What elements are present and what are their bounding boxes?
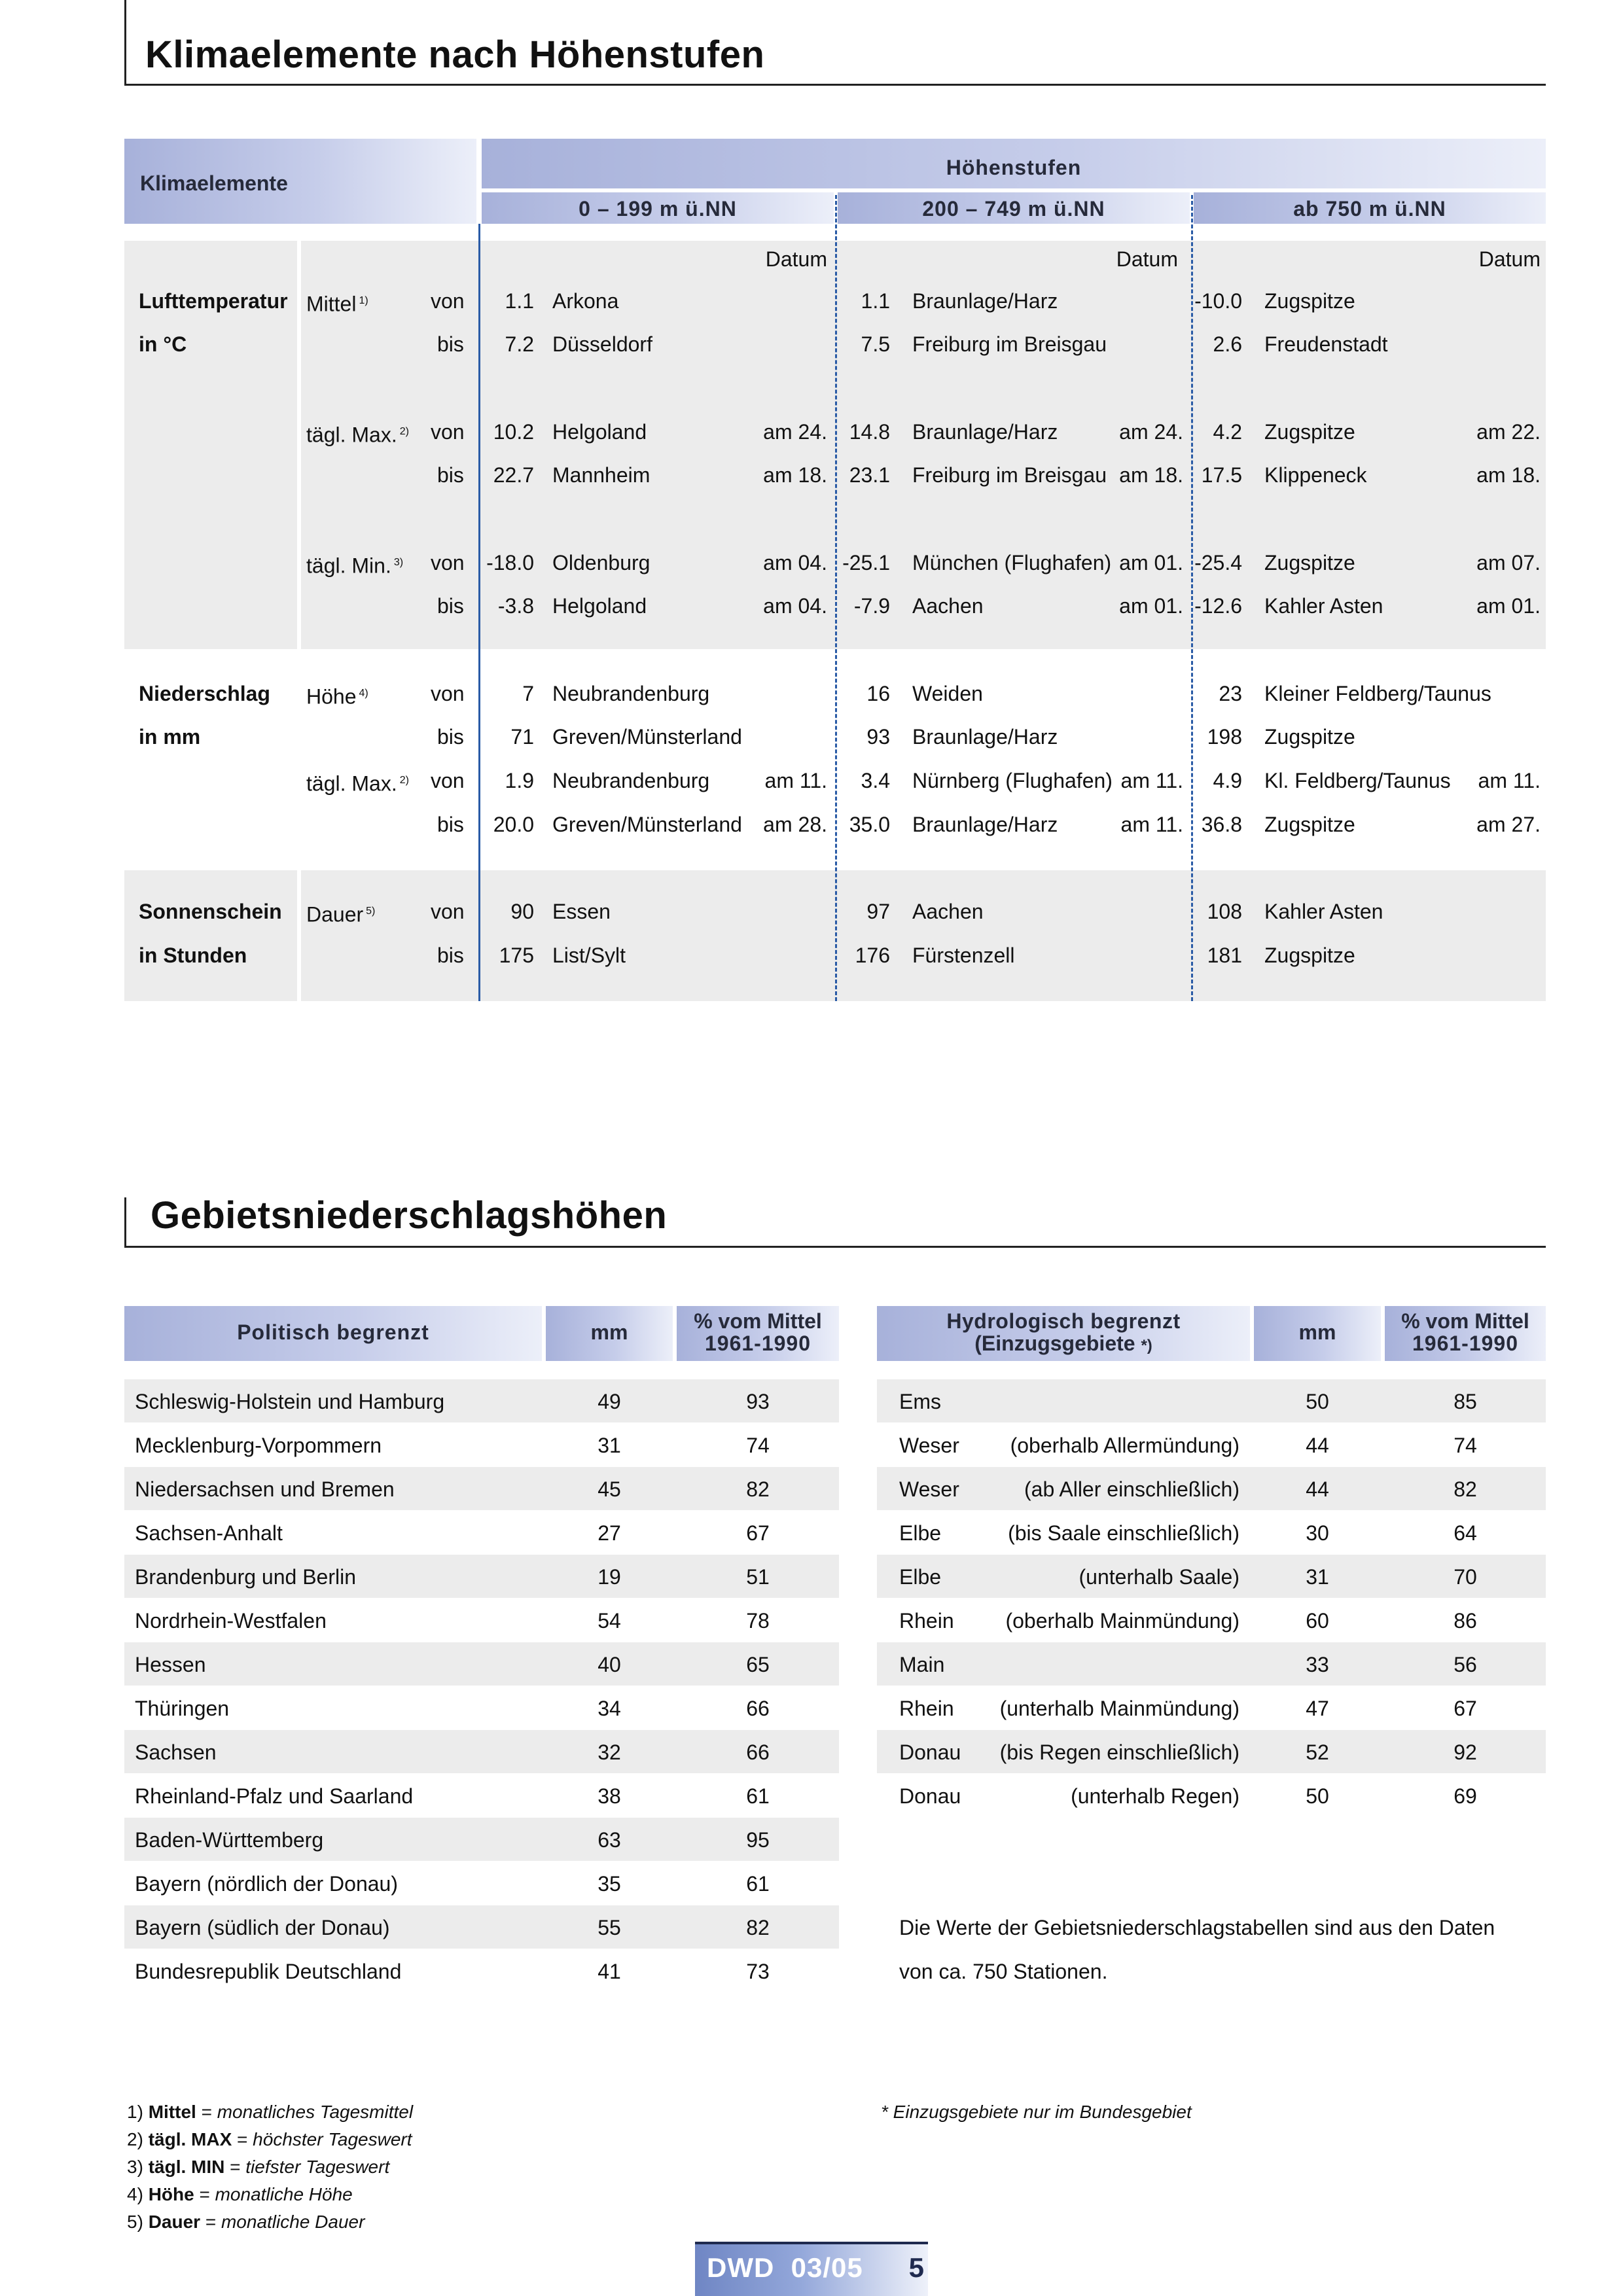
t1-station: Arkona [552, 289, 619, 313]
t1-vonbis: bis [437, 332, 464, 356]
hyd-row-river: Weser [899, 1434, 959, 1457]
hyd-row-mm: 60 [1306, 1609, 1329, 1633]
t1-date: am 28. [763, 813, 827, 836]
t1-value: 175 [499, 944, 534, 967]
pol-row-pct: 65 [746, 1653, 770, 1676]
footer-brand: DWD 03/05 [707, 2252, 863, 2283]
t1-station: Kahler Asten [1264, 594, 1383, 618]
t1-station: Braunlage/Harz [912, 420, 1058, 444]
pol-row-mm: 31 [597, 1434, 621, 1457]
t1-sub-label: Dauer $^{5)}$ [306, 902, 376, 927]
pol-row-name: Schleswig-Holstein und Hamburg [135, 1390, 445, 1413]
t1-value: 1.1 [861, 289, 890, 313]
hyd-row-river: Ems [899, 1390, 941, 1413]
t1-date: am 07. [1476, 551, 1541, 574]
t1-group-precip-unit: in mm [139, 725, 201, 749]
t1-datum-zone-2: Datum [1116, 247, 1178, 271]
t1-station: Neubrandenburg [552, 769, 710, 792]
t1-value: -25.1 [842, 551, 890, 574]
pol-row-name: Brandenburg und Berlin [135, 1565, 357, 1589]
t1-station: Braunlage/Harz [912, 813, 1058, 836]
t1-station: Kleiner Feldberg/Taunus [1264, 682, 1491, 705]
t1-vonbis: von [431, 900, 465, 923]
t1-vonbis: von [431, 769, 465, 792]
t1-value: 17.5 [1201, 463, 1242, 487]
t1-sub-label: tägl. Min. $^{3)}$ [306, 554, 404, 578]
t1-value: 71 [510, 725, 534, 749]
pol-header-pct-label2: 1961-1990 [704, 1332, 812, 1355]
t1-value: 23.1 [849, 463, 890, 487]
t1-value: 90 [510, 900, 534, 923]
hyd-row-mm: 52 [1306, 1740, 1329, 1764]
t1-group-precip-label: Niederschlag [139, 682, 270, 705]
hyd-header-name-label1: Hydrologisch begrenzt [946, 1309, 1181, 1333]
section1-title: Klimaelemente nach Höhenstufen [145, 33, 765, 76]
t1-date: am 01. [1119, 551, 1183, 574]
t1-date: am 18. [1476, 463, 1541, 487]
t1-vonbis: bis [437, 463, 464, 487]
t1-group-temp-label: Lufttemperatur [139, 289, 288, 313]
t1-station: Essen [552, 900, 611, 923]
pol-row-name: Niedersachsen und Bremen [135, 1477, 395, 1501]
pol-row-name: Sachsen [135, 1740, 217, 1764]
t1-header-hoehenstufen-label: Höhenstufen [946, 156, 1082, 179]
t1-value: -10.0 [1194, 289, 1242, 313]
t1-station: Kahler Asten [1264, 900, 1383, 923]
pol-row-mm: 49 [597, 1390, 621, 1413]
t1-value: 4.9 [1213, 769, 1242, 792]
t1-date: am 24. [1119, 420, 1183, 444]
section2-title: Gebietsniederschlagshöhen [151, 1194, 668, 1237]
hyd-row-river: Rhein [899, 1697, 954, 1720]
t1-station: Braunlage/Harz [912, 289, 1058, 313]
t1-date: am 27. [1476, 813, 1541, 836]
t1-station: List/Sylt [552, 944, 626, 967]
t1-value: -3.8 [497, 594, 534, 618]
pol-row-name: Bundesrepublik Deutschland [135, 1960, 402, 1983]
t1-station: Zugspitze [1264, 289, 1355, 313]
t1-vonbis: von [431, 682, 465, 705]
t1-value: 36.8 [1201, 813, 1242, 836]
pol-row-name: Nordrhein-Westfalen [135, 1609, 327, 1633]
t1-zone-1-label: 0 – 199 m ü.NN [579, 197, 737, 221]
pol-row-name: Rheinland-Pfalz und Saarland [135, 1784, 414, 1808]
t1-date: am 11. [1120, 769, 1183, 792]
t1-station: Kl. Feldberg/Taunus [1264, 769, 1451, 792]
hyd-header-pct-label1: % vom Mittel [1401, 1309, 1529, 1333]
hyd-row-detail: (bis Saale einschließlich) [1008, 1521, 1240, 1545]
t1-sub-label: tägl. Max. $^{2)}$ [306, 423, 409, 447]
t1-value: 3.4 [861, 769, 890, 792]
footer-page-number: 5 [908, 2252, 924, 2283]
pol-row-pct: 61 [746, 1784, 770, 1808]
t1-value: -7.9 [853, 594, 890, 618]
t1-station: Zugspitze [1264, 725, 1355, 749]
t1-band-sun-labels [124, 870, 297, 1001]
hyd-row-detail: (unterhalb Regen) [1071, 1784, 1240, 1808]
t1-value: 176 [855, 944, 890, 967]
t1-vonbis: bis [437, 594, 464, 618]
t1-date: am 18. [763, 463, 827, 487]
t1-value: 22.7 [493, 463, 534, 487]
t1-zone-2-label: 200 – 749 m ü.NN [922, 197, 1105, 221]
t1-value: 1.9 [505, 769, 534, 792]
t1-station: Neubrandenburg [552, 682, 710, 705]
t1-station: Oldenburg [552, 551, 651, 574]
t1-sub-label: tägl. Max. $^{2)}$ [306, 771, 409, 796]
pol-header-mm-label: mm [590, 1320, 628, 1344]
hyd-row-pct: 70 [1454, 1565, 1477, 1589]
t1-vonbis: von [431, 420, 465, 444]
hyd-row-detail: (unterhalb Mainmündung) [999, 1697, 1240, 1720]
hyd-note-line2: von ca. 750 Stationen. [899, 1960, 1108, 1983]
t1-value: -25.4 [1194, 551, 1242, 574]
hyd-row-detail: (ab Aller einschließlich) [1024, 1477, 1240, 1501]
hyd-row-pct: 74 [1454, 1434, 1477, 1457]
pol-row-mm: 41 [597, 1960, 621, 1983]
hyd-row-mm: 44 [1306, 1434, 1329, 1457]
t1-value: 97 [866, 900, 890, 923]
t1-station: Greven/Münsterland [552, 813, 742, 836]
pol-row-mm: 32 [597, 1740, 621, 1764]
pol-row-mm: 40 [597, 1653, 621, 1676]
t1-station: Klippeneck [1264, 463, 1367, 487]
t1-station: Braunlage/Harz [912, 725, 1058, 749]
footnote-5: 5) Dauer = monatliche Dauer [127, 2212, 365, 2232]
t1-sub-label: Mittel $^{1)}$ [306, 292, 368, 316]
footer-divider [695, 2242, 928, 2244]
t1-date: am 11. [1120, 813, 1183, 836]
pol-row-pct: 66 [746, 1697, 770, 1720]
t1-value: 198 [1207, 725, 1242, 749]
hyd-row-pct: 69 [1454, 1784, 1477, 1808]
hyd-row-pct: 86 [1454, 1609, 1477, 1633]
t1-group-temp-unit: in °C [139, 332, 187, 356]
t1-value: 14.8 [849, 420, 890, 444]
t1-datum-zone-3: Datum [1478, 247, 1541, 271]
pol-header-pct-label1: % vom Mittel [694, 1309, 822, 1333]
footnote-3: 3) tägl. MIN = tiefster Tageswert [127, 2157, 390, 2177]
t1-station: Zugspitze [1264, 420, 1355, 444]
hyd-row-pct: 64 [1454, 1521, 1477, 1545]
hyd-row-mm: 44 [1306, 1477, 1329, 1501]
hyd-row-pct: 56 [1454, 1653, 1477, 1676]
hyd-row-mm: 50 [1306, 1390, 1329, 1413]
t1-vonbis: bis [437, 944, 464, 967]
t1-station: Mannheim [552, 463, 651, 487]
section1-left-rule [124, 0, 126, 85]
pol-row-pct: 73 [746, 1960, 770, 1983]
pol-row-name: Baden-Württemberg [135, 1828, 324, 1852]
t1-date: am 18. [1119, 463, 1183, 487]
pol-row-name: Bayern (nördlich der Donau) [135, 1872, 398, 1896]
pol-row-mm: 45 [597, 1477, 621, 1501]
pol-row-mm: 27 [597, 1521, 621, 1545]
pol-row-mm: 54 [597, 1609, 621, 1633]
t1-zone-3-label: ab 750 m ü.NN [1293, 197, 1446, 221]
hyd-row-detail: (bis Regen einschließlich) [999, 1740, 1240, 1764]
pol-row-name: Sachsen-Anhalt [135, 1521, 283, 1545]
pol-row-pct: 78 [746, 1609, 770, 1633]
t1-station: Düsseldorf [552, 332, 652, 356]
t1-station: Aachen [912, 900, 984, 923]
t1-date: am 24. [763, 420, 827, 444]
hyd-row-river: Weser [899, 1477, 959, 1501]
footnote-1: 1) Mittel = monatliches Tagesmittel [127, 2102, 414, 2122]
pol-row-mm: 63 [597, 1828, 621, 1852]
pol-row-mm: 35 [597, 1872, 621, 1896]
t1-station: Zugspitze [1264, 944, 1355, 967]
hyd-row-river: Donau [899, 1784, 961, 1808]
star-footnote: * Einzugsgebiete nur im Bundesgebiet [881, 2102, 1192, 2122]
pol-row-name: Bayern (südlich der Donau) [135, 1916, 390, 1939]
pol-row-pct: 82 [746, 1477, 770, 1501]
t1-station: Zugspitze [1264, 551, 1355, 574]
t1-station: Helgoland [552, 594, 647, 618]
hyd-row-pct: 92 [1454, 1740, 1477, 1764]
t1-group-sun-unit: in Stunden [139, 944, 247, 967]
t1-date: am 11. [764, 769, 827, 792]
t1-station: Fürstenzell [912, 944, 1015, 967]
t1-date: am 11. [1478, 769, 1541, 792]
pol-row-pct: 82 [746, 1916, 770, 1939]
pol-row-pct: 74 [746, 1434, 770, 1457]
t1-value: 108 [1207, 900, 1242, 923]
t1-value: 10.2 [493, 420, 534, 444]
t1-date: am 22. [1476, 420, 1541, 444]
hyd-row-mm: 33 [1306, 1653, 1329, 1676]
t1-value: 1.1 [505, 289, 534, 313]
t1-value: 7.5 [861, 332, 890, 356]
pol-row-name: Hessen [135, 1653, 206, 1676]
hyd-row-river: Main [899, 1653, 945, 1676]
pol-row-name: Mecklenburg-Vorpommern [135, 1434, 382, 1457]
t1-value: 4.2 [1213, 420, 1242, 444]
t1-value: 16 [866, 682, 890, 705]
pol-row-pct: 93 [746, 1390, 770, 1413]
hyd-row-river: Rhein [899, 1609, 954, 1633]
hyd-header-pct-label2: 1961-1990 [1412, 1332, 1519, 1355]
t1-value: 93 [866, 725, 890, 749]
t1-value: 7 [522, 682, 534, 705]
footnote-4: 4) Höhe = monatliche Höhe [127, 2184, 353, 2204]
t1-date: am 04. [763, 594, 827, 618]
t1-station: Zugspitze [1264, 813, 1355, 836]
hyd-row-pct: 67 [1454, 1697, 1477, 1720]
pol-row-pct: 67 [746, 1521, 770, 1545]
hyd-row-pct: 82 [1454, 1477, 1477, 1501]
pol-header-name-label: Politisch begrenzt [237, 1320, 429, 1344]
hyd-row-detail: (oberhalb Allermündung) [1010, 1434, 1240, 1457]
t1-vonbis: von [431, 289, 465, 313]
hyd-row-mm: 50 [1306, 1784, 1329, 1808]
t1-vonbis: bis [437, 725, 464, 749]
hyd-header-mm-label: mm [1298, 1320, 1336, 1344]
hyd-row-mm: 31 [1306, 1565, 1329, 1589]
t1-value: 23 [1219, 682, 1242, 705]
footnote-2: 2) tägl. MAX = höchster Tageswert [127, 2129, 412, 2149]
pol-row-pct: 95 [746, 1828, 770, 1852]
hyd-note-line1: Die Werte der Gebietsniederschlagstabellen sind aus den Daten [899, 1916, 1495, 1939]
section1-underline [124, 84, 1546, 86]
hyd-row-pct: 85 [1454, 1390, 1477, 1413]
hyd-row-detail: (oberhalb Mainmündung) [1005, 1609, 1240, 1633]
t1-date: am 01. [1119, 594, 1183, 618]
t1-station: Freiburg im Breisgau [912, 463, 1107, 487]
t1-value: 181 [1207, 944, 1242, 967]
t1-station: München (Flughafen) [912, 551, 1112, 574]
pol-row-mm: 34 [597, 1697, 621, 1720]
hyd-row-river: Elbe [899, 1521, 942, 1545]
hyd-row-river: Elbe [899, 1565, 942, 1589]
t1-value: -18.0 [486, 551, 534, 574]
pol-row-mm: 19 [597, 1565, 621, 1589]
t1-value: 20.0 [493, 813, 534, 836]
t1-group-sun-label: Sonnenschein [139, 900, 282, 923]
t1-band-sun-body [301, 870, 1546, 1001]
pol-row-pct: 51 [746, 1565, 770, 1589]
t1-date: am 04. [763, 551, 827, 574]
t1-station: Greven/Münsterland [552, 725, 742, 749]
t1-sub-label: Höhe $^{4)}$ [306, 684, 368, 709]
pol-row-name: Thüringen [135, 1697, 230, 1720]
pol-row-mm: 55 [597, 1916, 621, 1939]
hyd-row-mm: 47 [1306, 1697, 1329, 1720]
t1-datum-zone-1: Datum [765, 247, 827, 271]
t1-header-klimaelemente-label: Klimaelemente [140, 171, 288, 195]
pol-row-pct: 61 [746, 1872, 770, 1896]
t1-vonbis: bis [437, 813, 464, 836]
pol-row-mm: 38 [597, 1784, 621, 1808]
section2-underline [124, 1246, 1546, 1248]
hyd-row-river: Donau [899, 1740, 961, 1764]
pol-row-pct: 66 [746, 1740, 770, 1764]
t1-station: Nürnberg (Flughafen) [912, 769, 1113, 792]
t1-station: Weiden [912, 682, 983, 705]
t1-value: 7.2 [505, 332, 534, 356]
section2-left-rule [124, 1197, 126, 1247]
t1-value: 35.0 [849, 813, 890, 836]
t1-date: am 01. [1476, 594, 1541, 618]
hyd-header-name-label2: (Einzugsgebiete *) [974, 1332, 1152, 1355]
t1-station: Freiburg im Breisgau [912, 332, 1107, 356]
hyd-row-detail: (unterhalb Saale) [1079, 1565, 1240, 1589]
t1-station: Aachen [912, 594, 984, 618]
footer-badge [695, 2242, 928, 2296]
t1-vonbis: von [431, 551, 465, 574]
t1-station: Freudenstadt [1264, 332, 1388, 356]
t1-station: Helgoland [552, 420, 647, 444]
t1-value: -12.6 [1194, 594, 1242, 618]
t1-value: 2.6 [1213, 332, 1242, 356]
hyd-row-mm: 30 [1306, 1521, 1329, 1545]
